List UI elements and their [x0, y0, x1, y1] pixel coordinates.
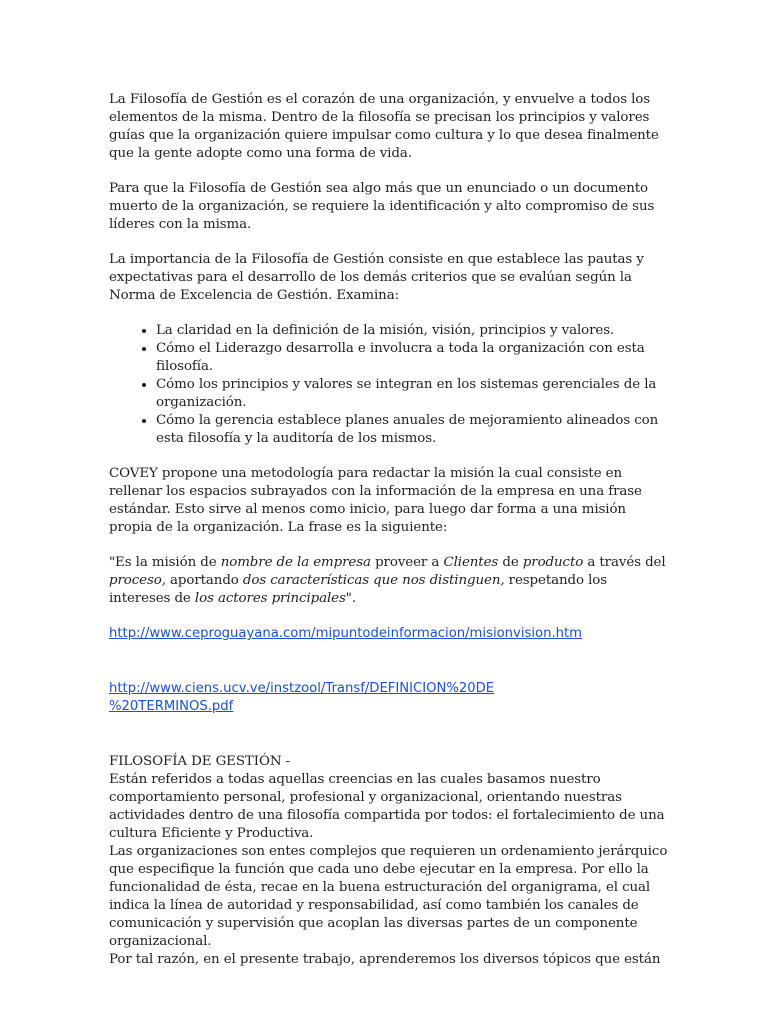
section-title: FILOSOFÍA DE GESTIÓN - [109, 754, 291, 769]
quote-text: aportando [165, 573, 243, 588]
list-item: • Cómo la gerencia establece planes anuales de mejoramiento alineados con esta filosofía y la auditoría de los mismos. [156, 412, 668, 448]
link-ceproguayana[interactable]: http://www.ceproguayana.com/mipuntodeinformacion/misionvision.htm [109, 626, 583, 641]
criteria-list [109, 322, 668, 448]
quote-placeholder-product: producto [522, 555, 584, 570]
quote-text: a través del [583, 555, 666, 570]
quote-placeholder-company: nombre de la empresa [220, 555, 371, 570]
quote-text: "Es la misión de [109, 555, 221, 570]
quote-text: respetando los intereses de [109, 573, 608, 606]
section-paragraph-topics: Por tal razón, en el presente trabajo, aprenderemos los diversos tópicos que están [109, 952, 661, 967]
section-filosofia [109, 753, 668, 969]
list-item: • Cómo los principios y valores se integran en los sistemas gerenciales de la organización. [156, 376, 668, 412]
paragraph-commitment: Para que la Filosofía de Gestión sea algo más que un enunciado o un documento muerto de la organización, se requiere la identificación y alto compromiso de sus líderes con la misma. [109, 181, 655, 232]
link-ciens-ucv[interactable] [109, 680, 668, 716]
link-ciens-line-2: %20TERMINOS.pdf [109, 699, 234, 714]
quote-placeholder-characteristics: dos características que nos distinguen, [242, 573, 505, 588]
quote-placeholder-process: proceso, [109, 573, 166, 588]
list-item: • La claridad en la definición de la misión, visión, principios y valores. [156, 322, 668, 340]
section-paragraph-beliefs: Están referidos a todas aquellas creencias en las cuales basamos nuestro comportamiento personal, profesional y organizacional, orientando nuestras actividades dentro de una filosofía compartida por todos: el fortalecimiento de una cultura Eficiente y Productiva. [109, 772, 665, 841]
quote-text: de [498, 555, 523, 570]
quote-text: . [351, 591, 357, 606]
paragraph-importance: La importancia de la Filosofía de Gestión consiste en que establece las pautas y expectativas para el desarrollo de los demás criterios que se evalúan según la Norma de Excelencia de Gestión. Examina: [109, 252, 644, 303]
paragraph-intro: La Filosofía de Gestión es el corazón de una organización, y envuelve a todos los elementos de la misma. Dentro de la filosofía se precisan los principios y valores guías que la organización quiere impulsar como cultura y lo que desea finalmente que la gente adopte como una forma de vida. [109, 92, 659, 161]
section-paragraph-organizations: Las organizaciones son entes complejos que requieren un ordenamiento jerárquico que especifique la función que cada uno debe ejecutar en la empresa. Por ello la funcionalidad de ésta, recae en la buena estructuración del organigrama, el cual indica la línea de autoridad y responsabilidad, así como también los canales de comunicación y supervisión que acoplan las diversas partes de un componente organizacional. [109, 844, 668, 949]
link-ciens-line-1: http://www.ciens.ucv.ve/instzool/Transf/DEFINICION%20DE [109, 681, 495, 696]
quote-placeholder-actors: los actores principales" [194, 591, 352, 606]
mission-template-quote [109, 554, 668, 608]
paragraph-covey: COVEY propone una metodología para redactar la misión la cual consiste en rellenar los espacios subrayados con la información de la empresa en una frase estándar. Esto sirve al menos como inicio, para luego dar forma a una misión propia de la organización. La frase es la siguiente: [109, 466, 642, 535]
quote-text: proveer a [370, 555, 444, 570]
quote-placeholder-clients: Clientes [443, 555, 499, 570]
list-item: • Cómo el Liderazgo desarrolla e involucra a toda la organización con esta filosofía. [156, 340, 668, 376]
